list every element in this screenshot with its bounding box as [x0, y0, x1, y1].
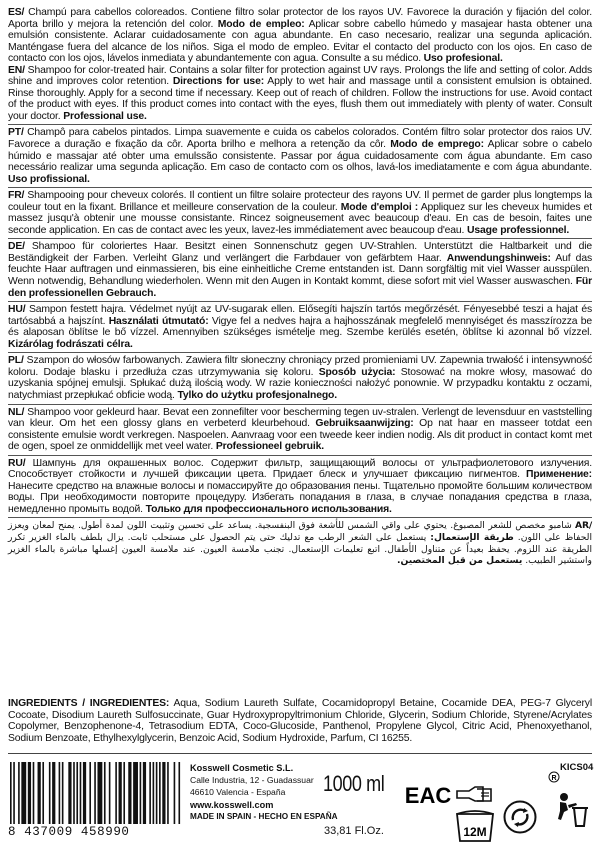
barcode-bar [52, 762, 55, 824]
paragraph-es [8, 7, 592, 65]
paragraph-text: Shampoo für coloriertes Haar. Besitzt einen Sonnenschutz gegen UV-Strahlen. Unterstützt die Haltbarkeit und die Beständigkeit der Farben. Verleiht Glanz und verlängert die Farbdauer von gefärbtem Haar. [8, 241, 592, 264]
paragraph-text: Vigye fel a nedves hajra a hajhosszának megfelelő mennyiséget és masszírozza be és alaposan öblítse le bő vízzel. Amennyiben szükséges ismételje meg. Szembe kerülés esetén, öblítse ki azonnal bő vízzel. [8, 315, 592, 339]
professional-use: Uso profissional. [8, 173, 90, 185]
directions-label: Modo de emprego: [390, 139, 484, 151]
volume-floz: 33,81 Fl.Oz. [324, 825, 384, 837]
directions-label: Sposób użycia: [318, 366, 396, 378]
directions-label: Modo de empleo: [217, 18, 305, 30]
paragraph-text: Sampon festett hajra. Védelmet nyújt az UV-sugarak ellen. Elősegíti hajszín tartós megőrzését. Fényesebbé teszi a hajat és tartósabbá a hajszínt. [8, 304, 592, 327]
professional-use: Uso profesional. [423, 53, 503, 65]
barcode-bar [109, 762, 111, 824]
professional-use: Только для профессионального использования. [145, 503, 392, 515]
paragraph-text: Op nat haar en masseer totdat een consistente emulsie wordt verkregen. Naspoelen. Aanvraag voor een tweede keer indien nodig. Als dit product in contact komt met de ogen, spoel ze onmiddellijk met veel water. [8, 418, 592, 453]
divider [8, 187, 592, 188]
ingredients-list: Aqua, Sodium Laureth Sulfate, Cocamidopropyl Betaine, Cocamide DEA, PEG-7 Glyceryl Cocoate, Disodium Laureth Sulfosuccinate, Guar Hydroxypropyltrimonium Chloride, Glycerin, Sodium Chloride, Styrene/Acrylates Copolymer, Benzophenone-4, Tetrasodium EDTA, Coco-Glucoside, Panthenol, Propylene Glycol, Citric Acid, Phenoxyethanol, Sodium Benzoate, Ethylhexylglycerin, Benzoic Acid, Sodium Hydroxide, Parfum, CI 16255. [8, 698, 592, 745]
product-code: KICS04 [560, 762, 594, 773]
lang-code: NL/ [8, 406, 25, 418]
professional-use: Professional use. [63, 110, 147, 122]
professional-use: Für den professionellen Gebrauch. [8, 276, 592, 299]
svg-text:R: R [551, 775, 557, 782]
paragraph-text: Aplicar sobre cabello húmedo y masajear hasta obtener una emulsión consistente. Aclarar cuidadosamente con agua abundante. En caso necesario, realizar una segunda aplicación. Manténgase fuera del alcance de los niños. Siga el modo de empleo. Evitar el contacto del producto con los ojos. En caso de contacto con los ojos, lávelos inmediata y abundantemente con agua. Consulte a su médico. [8, 18, 592, 65]
barcode-bar [62, 762, 64, 824]
divider [8, 404, 592, 405]
paragraph-text: Appliquez sur les cheveux humides et massez jusqu'à obtenir une mousse consistante. Rincez soigneusement avec beaucoup d'eau. En cas de besoin, faites une seconde application. En cas de contact avec les yeux, lavez-les immédiatement avec beaucoup d'eau. [8, 201, 592, 236]
paragraph-nl [8, 407, 592, 453]
professional-use: Kizárólag fodrászati célra. [8, 338, 133, 350]
barcode-bar [18, 762, 20, 824]
volume: 1000 ml [323, 771, 385, 796]
barcode-bar [143, 762, 146, 824]
recycle-icon [503, 800, 537, 834]
lang-code: FR/ [8, 190, 25, 202]
directions-label: Használati útmutató: [108, 315, 209, 327]
paragraph-text: Champô para cabelos pintados. Limpa suavemente e cuida os cabelos colorados. Contém filtro solar protector dos raios UV. Favorece a duração e fixação da côr. Aporta brilho e melhora a retenção da côr. [8, 127, 592, 151]
ingredients-label: INGREDIENTS / INGREDIENTES: [8, 698, 170, 710]
paragraph-text: Shampoo voor gekleurd haar. Bevat een zonnefilter voor bescherming tegen uv-stralen. Verlengt de levensduur en vaststelling van kleur. Om het een glossy glans en verbeterd kleurbehoud. [8, 406, 592, 430]
professional-use: يستعمل من قبل المختصين. [396, 555, 523, 567]
paragraph-text: Auf das feuchte Haar auftragen und einmassieren, bis eine einheitliche Creme entstanden ist. Dann sorgfältig mit viel Wasser ausspülen. Wenn notwendig, Behandlung wiederholen. Wenn mit den Augen in Kontakt kommt, diese sofort mit viel Wasser auswaschen. [8, 252, 592, 288]
barcode-bar [28, 762, 31, 824]
company-address-line1: Calle Industria, 12 - Guadassuar [190, 775, 314, 786]
barcode-bar [123, 762, 125, 824]
lang-code: EN/ [8, 64, 25, 76]
lang-code: RU/ [8, 457, 26, 469]
barcode-bar [21, 762, 26, 824]
company-website: www.kosswell.com [190, 799, 274, 810]
barcode-bar [59, 762, 61, 824]
eac-mark-text: EAC [404, 783, 452, 808]
pao-text: 12M [463, 825, 487, 839]
barcode-digits: 8 437009 458990 [8, 825, 130, 839]
paragraph-fr [8, 190, 592, 236]
eac-mark-icon [404, 783, 452, 808]
divider [8, 238, 592, 239]
paragraph-text: Шампунь для окрашенных волос. Содержит фильтр, защищающий волосы от ультрафиолетового излучения. Способствует стойкости и лучшей фиксации цвета. Придает блеск и улучшает фиксацию пигментов. [8, 457, 592, 481]
divider [8, 301, 592, 302]
barcode-bar [178, 762, 180, 824]
footer-divider [8, 753, 592, 754]
paragraph-en [8, 65, 592, 123]
barcode-bar [33, 762, 35, 824]
barcode [8, 762, 183, 827]
paragraph-pt [8, 127, 592, 185]
company-info [190, 762, 338, 823]
barcode-bar [68, 762, 71, 824]
barcode-bar [153, 762, 155, 824]
divider [8, 124, 592, 125]
pao-jar-icon [453, 808, 497, 844]
barcode-bar [83, 762, 86, 824]
professional-use: Usage professionnel. [467, 224, 570, 236]
barcode-bar [89, 762, 91, 824]
paragraph-text: يستعمل على الشعر الرطب مع تدليك حتى يتم الحصول على مستحلب ثابت. يزال بلطف بالماء الغزير تكرر الطريقة عند اللزوم. يحفظ بعيداً عن متناول الأطفال. اتبع تعليمات الإستعمال. تجنب ملامسة العيون. عند ملامسة العيون إغسلها مباشرة بالماء الغزير واستشير الطبيب. [8, 532, 592, 567]
lang-code: ES/ [8, 7, 25, 18]
barcode-bar [38, 762, 41, 824]
directions-label: Gebruiksaanwijzing: [315, 418, 414, 430]
registered-icon [548, 771, 560, 783]
barcode-bar [156, 762, 158, 824]
divider [8, 517, 592, 518]
divider [8, 352, 592, 353]
barcode-bar [128, 762, 131, 824]
barcode-bar [49, 762, 51, 824]
professional-use: Tylko do użytku profesjonalnego. [177, 389, 337, 401]
ingredients [8, 698, 592, 744]
directions-label: Mode d'emploi : [340, 201, 419, 213]
directions-label: Применение: [526, 469, 592, 481]
read-leaflet-icon [455, 783, 495, 805]
tidyman-icon [550, 790, 590, 830]
barcode-bar [97, 762, 102, 824]
barcode-bar [76, 762, 78, 824]
paragraph-text: Champú para cabellos coloreados. Contiene filtro solar protector de los rayos UV. Favorece la duración y fijación del color. Aporta brillo y mejora la retención del color. [8, 7, 592, 30]
paragraph-text: Aplicar sobre o cabelo húmido e massajar até obter uma emulssão consistente. Passar por água cuidadosamente com água abundante. Em caso necessário realizar uma segunda aplicação. Em caso de contacto com os olhos, lavá-los imediatamente e com água abundante. [8, 139, 592, 174]
paragraph-text: Szampon do włosów farbowanych. Zawiera filtr słoneczny chroniący przed promieniami UV. Zapewnia trwałość i intensywność koloru. Dodaje blasku i przedłuża czas utrzymywania się koloru. [8, 355, 592, 378]
lang-code: DE/ [8, 241, 25, 253]
barcode-bar [140, 762, 142, 824]
paragraph-de [8, 241, 592, 299]
lang-code: PL/ [8, 355, 24, 367]
barcode-bar [133, 762, 138, 824]
barcode-bar [13, 762, 15, 824]
barcode-bar [115, 762, 117, 824]
paragraph-ru [8, 458, 592, 516]
barcode-bar [94, 762, 96, 824]
paragraph-pl [8, 355, 592, 401]
divider [8, 455, 592, 456]
directions-label: Anwendungshinweis: [446, 252, 551, 264]
paragraph-text: Нанесите средство на влажные волосы и помассируйте до образования пены. Тщательно промойте большим количеством воды. При необходимости повторите процедуру. Избегать попадания в глаза, в случае попадания средства в глаза, немедленно промыть водой. [8, 480, 592, 515]
paragraph-hu [8, 304, 592, 350]
barcode-bar [159, 762, 161, 824]
barcode-bar [73, 762, 75, 824]
paragraph-text: Shampoo for color-treated hair. Contains a solar filter for protection against UV rays. Prolongs the life and setting of color. Adds shine and improves color retention. [8, 64, 592, 88]
barcode-bar [80, 762, 82, 824]
barcode-bar [42, 762, 44, 824]
barcode-bar [104, 762, 106, 824]
professional-use: Professioneel gebruik. [215, 441, 324, 453]
paragraph-text: Stosować na mokre włosy, masować do uzyskania spójnej emulsji. Spłukać dużą ilością wody. W razie konieczności nałożyć ponownie. W przypadku kontaktu z oczami, natychmiast przepłukać obficie wodą. [8, 366, 592, 401]
barcode-bar [149, 762, 151, 824]
barcode-bar [162, 762, 165, 824]
made-in: MADE IN SPAIN - HECHO EN ESPAÑA [190, 811, 338, 821]
company-address-line2: 46610 Valencia - España [190, 787, 286, 798]
barcode-bar [10, 762, 12, 824]
paragraph-text: Shampooing pour cheveux colorés. Il contient un filtre solaire protecteur des rayons UV. Il permet de garder plus longtemps la couleur tout en la fixant. Brillance et meilleure conservation de la couleur. [8, 190, 592, 213]
directions-label: طريقة الإستعمال: [430, 532, 514, 544]
barcode-bar [167, 762, 169, 824]
lang-code: PT/ [8, 127, 24, 139]
paragraph-ar [8, 520, 592, 566]
language-sections [8, 7, 592, 567]
lang-code: HU/ [8, 304, 26, 316]
paragraph-text: Apply to wet hair and massage until a consistent emulsion is obtained. Rinse thoroughly. Apply for a second time if necessary. Keep out of reach of children. Follow the instructions for use. Avoid contact of the product with eyes. If this product comes into contact with the eyes, flush them out immediately with plenty of water. Consult your doctor. [8, 76, 592, 122]
paragraph-text: شامبو مخصص للشعر المصبوغ. يحتوي على واقي الشمس للأشعة فوق البنفسجية. يساعد على تحسين وتثبيت اللون لمدة أطول. يمنح لمعان ويعزز الحفاظ على اللون. [8, 520, 592, 544]
directions-label: Directions for use: [172, 76, 265, 88]
barcode-bar [174, 762, 176, 824]
lang-code: /AR [575, 520, 592, 532]
barcode-bar [119, 762, 122, 824]
company-name: Kosswell Cosmetic S.L. [190, 763, 294, 773]
